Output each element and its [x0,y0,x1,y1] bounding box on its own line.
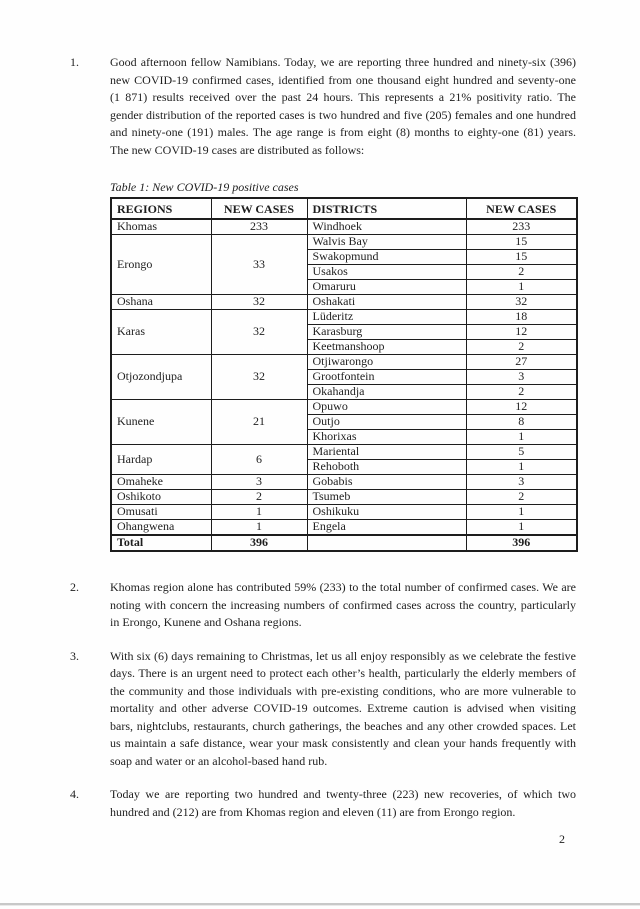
region-cell: Otjozondjupa [111,355,211,400]
district-cases-cell: 3 [466,370,577,385]
region-cell: Oshana [111,295,211,310]
table-row [111,235,577,250]
district-cases-cell: 32 [466,295,577,310]
list-item-1 [70,54,576,159]
region-cell: Khomas [111,219,211,235]
district-cell: Karasburg [307,325,466,340]
item-number: 2. [70,580,79,594]
table-header-row [111,198,577,219]
header-district-new-cases: NEW CASES [466,198,577,219]
covid-cases-table [110,197,578,552]
region-cases-cell: 32 [211,355,307,400]
district-cell: Keetmanshoop [307,340,466,355]
district-cell: Engela [307,520,466,536]
table-caption: Table 1: New COVID-19 positive cases [110,180,299,194]
district-cases-cell: 27 [466,355,577,370]
item-text: Today we are reporting two hundred and twenty-three (223) new recoveries, of which two hundred and (212) are from Khomas region and eleven (11) are from Erongo region. [110,787,576,819]
page-number: 2 [559,832,565,846]
header-districts: DISTRICTS [307,198,466,219]
list-item-3 [70,648,576,771]
district-cell: Tsumeb [307,490,466,505]
table-total-row [111,535,577,551]
table-row [111,400,577,415]
district-cell: Otjiwarongo [307,355,466,370]
district-cases-cell: 15 [466,235,577,250]
district-cell: Windhoek [307,219,466,235]
district-cases-cell: 12 [466,400,577,415]
document-body [70,54,576,821]
table-row [111,310,577,325]
region-cases-cell: 1 [211,520,307,536]
item-text: With six (6) days remaining to Christmas, let us all enjoy responsibly as we celebrate the festive days. There is an urgent need to protect each other’s health, particularly the elderly members of the community and those individuals with pre-existing conditions, who are more vulnerable to mortality and other adverse COVID-19 outcomes. Extreme caution is advised when visiting bars, nightclubs, restaurants, church gatherings, the beaches and any other crowded spaces. Let us maintain a safe distance, wear your mask consistently and clean your hands frequently with soap and water or an alcohol-based hand rub. [110,648,576,768]
header-region-new-cases: NEW CASES [211,198,307,219]
region-cell: Ohangwena [111,520,211,536]
total-empty-cell [307,535,466,551]
cases-table-body [111,219,577,551]
district-cell: Oshikuku [307,505,466,520]
district-cases-cell: 5 [466,445,577,460]
district-cell: Lüderitz [307,310,466,325]
item-number: 1. [70,55,79,69]
region-cell: Omusati [111,505,211,520]
region-cases-cell: 21 [211,400,307,445]
district-cases-cell: 2 [466,265,577,280]
total-label-cell: Total [111,535,211,551]
table-row [111,490,577,505]
region-cases-cell: 233 [211,219,307,235]
list-item-4 [70,786,576,821]
district-cell: Okahandja [307,385,466,400]
item-text: Good afternoon fellow Namibians. Today, we are reporting three hundred and ninety-six (396) new COVID-19 confirmed cases, identified from one thousand eight hundred and seventy-one (1 871) results received over the past 24 hours. This represents a 21% positivity ratio. The gender distribution of the reported cases is two hundred and five (205) females and one hundred and ninety-one (191) males. The age range is from eight (8) months to eighty-one (81) years. The new COVID-19 cases are distributed as follows: [110,55,576,157]
region-cell: Erongo [111,235,211,295]
district-cell: Walvis Bay [307,235,466,250]
district-cell: Usakos [307,265,466,280]
region-cell: Kunene [111,400,211,445]
district-cases-cell: 2 [466,385,577,400]
region-cell: Hardap [111,445,211,475]
region-cell: Karas [111,310,211,355]
district-cell: Outjo [307,415,466,430]
table-row [111,355,577,370]
district-cases-cell: 1 [466,460,577,475]
district-cell: Rehoboth [307,460,466,475]
district-cases-cell: 18 [466,310,577,325]
total-region-cases-cell: 396 [211,535,307,551]
page-bottom-edge [0,903,640,905]
district-cell: Opuwo [307,400,466,415]
region-cases-cell: 33 [211,235,307,295]
district-cases-cell: 15 [466,250,577,265]
district-cases-cell: 2 [466,490,577,505]
table-row [111,475,577,490]
item-number: 3. [70,648,79,663]
list-item-2 [70,579,576,632]
region-cases-cell: 32 [211,310,307,355]
table-row [111,520,577,536]
item-number: 4. [70,787,79,801]
district-cell: Khorixas [307,430,466,445]
district-cases-cell: 2 [466,340,577,355]
table-row [111,445,577,460]
region-cases-cell: 1 [211,505,307,520]
district-cases-cell: 1 [466,280,577,295]
region-cell: Omaheke [111,475,211,490]
table-row [111,219,577,235]
district-cell: Gobabis [307,475,466,490]
item-text: Khomas region alone has contributed 59% (233) to the total number of confirmed cases. We are noting with concern the increasing numbers of confirmed cases across the country, particularly in Erongo, Kunene and Oshana regions. [110,580,576,629]
region-cell: Oshikoto [111,490,211,505]
total-district-cases-cell: 396 [466,535,577,551]
district-cases-cell: 1 [466,430,577,445]
district-cell: Mariental [307,445,466,460]
region-cases-cell: 6 [211,445,307,475]
table-row [111,505,577,520]
region-cases-cell: 3 [211,475,307,490]
district-cases-cell: 12 [466,325,577,340]
district-cases-cell: 3 [466,475,577,490]
table-row [111,295,577,310]
district-cell: Omaruru [307,280,466,295]
district-cases-cell: 1 [466,520,577,536]
region-cases-cell: 2 [211,490,307,505]
district-cell: Grootfontein [307,370,466,385]
district-cell: Swakopmund [307,250,466,265]
district-cell: Oshakati [307,295,466,310]
district-cases-cell: 8 [466,415,577,430]
district-cases-cell: 1 [466,505,577,520]
region-cases-cell: 32 [211,295,307,310]
district-cases-cell: 233 [466,219,577,235]
header-regions: REGIONS [111,198,211,219]
